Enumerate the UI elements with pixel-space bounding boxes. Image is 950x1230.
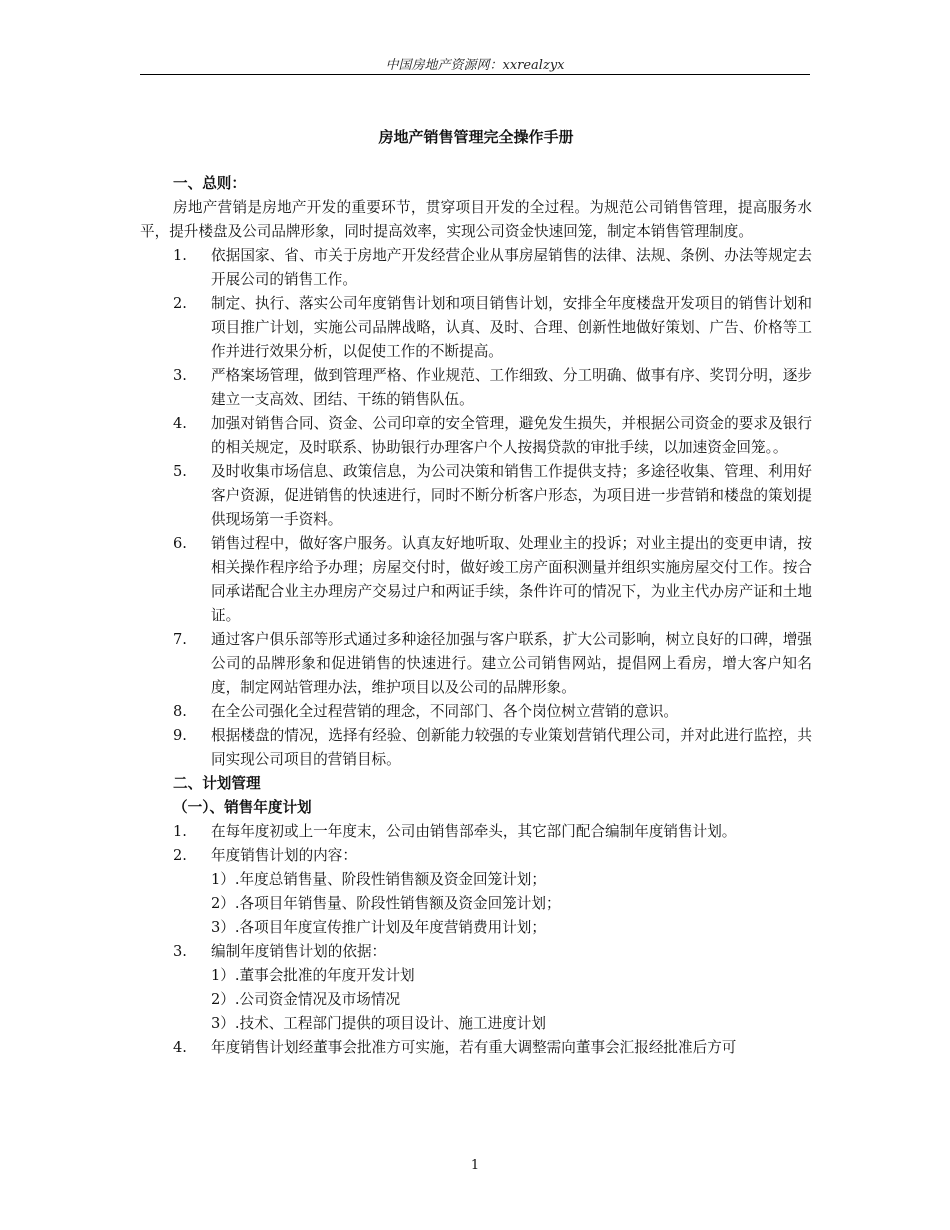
list-item-number: 4. — [173, 1039, 187, 1056]
sub-list-item: 2）.公司资金情况及市场情况 — [211, 991, 401, 1008]
list-item-text: 严格案场管理，做到管理严格、作业规范、工作细致、分工明确、做事有序、奖罚分明，逐步建立一支高效、团结、干练的销售队伍。 — [211, 367, 812, 408]
list-item — [140, 460, 812, 532]
list-item-text: 加强对销售合同、资金、公司印章的安全管理，避免发生损失，并根据公司资金的要求及银行的相关规定，及时联系、协助银行办理客户个人按揭贷款的审批手续，以加速资金回笼。。 — [211, 415, 812, 456]
section-heading-plan: 二、计划管理 — [173, 775, 261, 792]
section-heading-general: 一、总则： — [173, 175, 246, 192]
list-item-number: 5. — [173, 463, 187, 480]
list-item-number: 8. — [173, 703, 187, 720]
list-item-number: 7. — [173, 631, 187, 648]
list-item-number: 9. — [173, 727, 187, 744]
list-item-text: 年度销售计划的内容： — [211, 847, 357, 864]
list-item-number: 4. — [173, 415, 187, 432]
sub-list-item: 1）.董事会批准的年度开发计划 — [211, 967, 415, 984]
list-item-text: 在全公司强化全过程营销的理念，不同部门、各个岗位树立营销的意识。 — [211, 703, 679, 720]
list-item-text: 年度销售计划经董事会批准方可实施，若有重大调整需向董事会汇报经批准后方可 — [211, 1039, 737, 1056]
page-header: 中国房地产资源网：xxrealzyx — [385, 58, 565, 73]
intro-paragraph: 房地产营销是房地产开发的重要环节，贯穿项目开发的全过程。为规范公司销售管理，提高服务水平，提升楼盘及公司品牌形象，同时提高效率，实现公司资金快速回笼，制定本销售管理制度。 — [140, 199, 812, 240]
list-item — [140, 940, 812, 964]
list-item — [140, 820, 812, 844]
list-item-number: 3. — [173, 367, 187, 384]
list-item-text: 及时收集市场信息、政策信息，为公司决策和销售工作提供支持；多途径收集、管理、利用好客户资源，促进销售的快速进行，同时不断分析客户形态，为项目进一步营销和楼盘的策划提供现场第一手资料。 — [211, 463, 812, 528]
header-rule — [140, 74, 810, 75]
list-item — [140, 844, 812, 868]
list-item — [140, 244, 812, 292]
document-body — [140, 118, 812, 1060]
list-item — [140, 412, 812, 460]
list-item-number: 2. — [173, 295, 187, 312]
list-item-text: 根据楼盘的情况，选择有经验、创新能力较强的专业策划营销代理公司，并对此进行监控，共同实现公司项目的营销目标。 — [211, 727, 812, 768]
document-title: 房地产销售管理完全操作手册 — [378, 128, 574, 146]
list-item — [140, 700, 812, 724]
subsection-heading-annual-plan: （一）、销售年度计划 — [173, 799, 312, 816]
page-number: 1 — [470, 1158, 480, 1173]
list-item-text: 销售过程中，做好客户服务。认真友好地听取、处理业主的投诉；对业主提出的变更申请，按相关操作程序给予办理；房屋交付时，做好竣工房产面积测量并组织实施房屋交付工作。按合同承诺配合业主办理房产交易过户和两证手续，条件许可的情况下，为业主代办房产证和土地证。 — [211, 535, 812, 624]
sub-list-item: 2）.各项目年销售量、阶段性销售额及资金回笼计划； — [211, 895, 561, 912]
list-item — [140, 724, 812, 772]
list-item-number: 6. — [173, 535, 187, 552]
list-item-text: 依据国家、省、市关于房地产开发经营企业从事房屋销售的法律、法规、条例、办法等规定去开展公司的销售工作。 — [211, 247, 812, 288]
list-item-text: 在每年度初或上一年度末，公司由销售部牵头，其它部门配合编制年度销售计划。 — [211, 823, 737, 840]
list-item-number: 1. — [173, 247, 187, 264]
sub-list-item: 1）.年度总销售量、阶段性销售额及资金回笼计划； — [211, 871, 546, 888]
sub-list-item: 3）.各项目年度宣传推广计划及年度营销费用计划； — [211, 919, 546, 936]
list-item-number: 3. — [173, 943, 187, 960]
list-item — [140, 1036, 812, 1060]
list-item — [140, 532, 812, 628]
list-item-text: 通过客户俱乐部等形式通过多种途径加强与客户联系，扩大公司影响，树立良好的口碑，增强公司的品牌形象和促进销售的快速进行。建立公司销售网站，提倡网上看房，增大客户知名度，制定网站管理办法，维护项目以及公司的品牌形象。 — [211, 631, 812, 696]
list-item — [140, 628, 812, 700]
list-item-number: 1. — [173, 823, 187, 840]
sub-list-item: 3）.技术、工程部门提供的项目设计、施工进度计划 — [211, 1015, 546, 1032]
list-item — [140, 292, 812, 364]
list-item-text: 编制年度销售计划的依据： — [211, 943, 387, 960]
list-item-number: 2. — [173, 847, 187, 864]
list-item — [140, 364, 812, 412]
list-item-text: 制定、执行、落实公司年度销售计划和项目销售计划，安排全年度楼盘开发项目的销售计划和项目推广计划，实施公司品牌战略，认真、及时、合理、创新性地做好策划、广告、价格等工作并进行效果分析，以促使工作的不断提高。 — [211, 295, 812, 360]
